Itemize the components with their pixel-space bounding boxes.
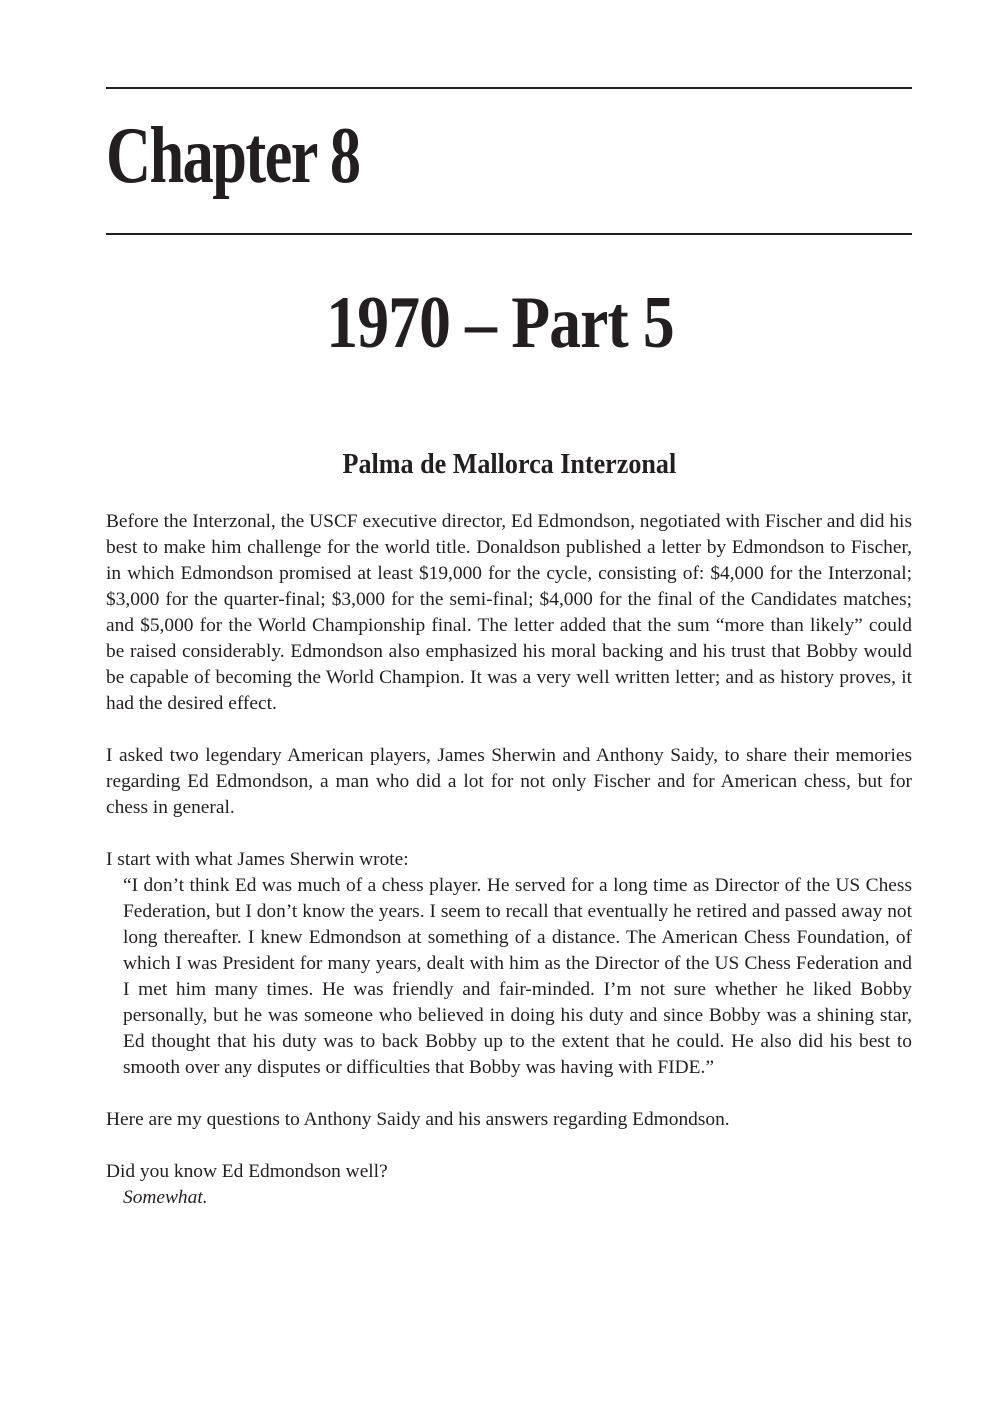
body-text [106,509,912,1211]
paragraph-sherwin-intro: I start with what James Sherwin wrote: [106,849,409,870]
top-rule [106,87,912,89]
interview-question: Did you know Ed Edmondson well? [106,1161,388,1182]
paragraph-legendary-players: I asked two legendary American players, James Sherwin and Anthony Saidy, to share their memories regarding Ed Edmondson, a man who did a lot for not only Fischer and for American chess, but for chess in general. [106,745,912,818]
section-heading [0,449,1000,481]
chapter-title-text: 1970 – Part 5 [326,282,674,364]
paragraph-intro: Before the Interzonal, the USCF executive director, Ed Edmondson, negotiated with Fischer and did his best to make him challenge for the world title. Donaldson published a letter by Edmondson to Fischer, in which Edmondson promised at least $19,000 for the cycle, consisting of: $4,000 for the Interzonal; $3,000 for the quarter-final; $3,000 for the semi-final; $4,000 for the final of the Candidates matches; and $5,000 for the World Championship final. The letter added that the sum “more than likely” could be raised considerably. Edmondson also emphasized his moral backing and his trust that Bobby would be capable of becoming the World Champion. It was a very well written letter; and as history proves, it had the desired effect. [106,511,912,714]
section-heading-text: Palma de Mallorca Interzonal [342,448,676,480]
interview-answer: Somewhat. [123,1187,208,1208]
paragraph-saidy-intro: Here are my questions to Anthony Saidy and his answers regarding Edmondson. [106,1109,730,1130]
sherwin-quote: “I don’t think Ed was much of a chess player. He served for a long time as Director of the US Chess Federation, but I don’t know the years. I seem to recall that eventually he retired and passed away not long thereafter. I knew Edmondson at something of a distance. The American Chess Foundation, of which I was President for many years, dealt with him as the Director of the US Chess Federation and I met him many times. He was friendly and fair-minded. I’m not sure whether he liked Bobby personally, but he was someone who believed in doing his duty and since Bobby was a shining star, Ed thought that his duty was to back Bobby up to the extent that he could. He also did his best to smooth over any disputes or difficulties that Bobby was having with FIDE.” [123,875,912,1078]
chapter-label: Chapter 8 [106,112,360,200]
chapter-title [0,282,1000,364]
bottom-rule [106,233,912,235]
